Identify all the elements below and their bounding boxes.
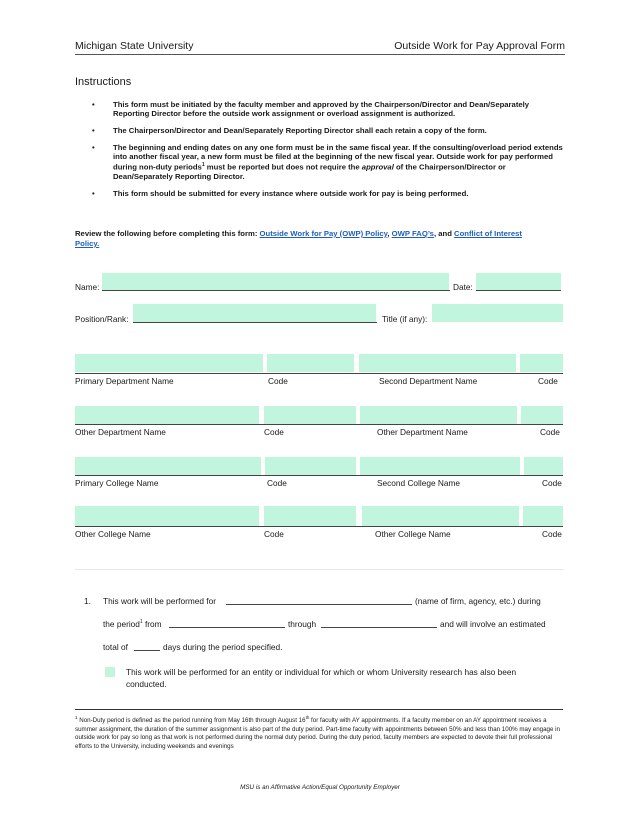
eeo-footer: MSU is an Affirmative Action/Equal Opportunity Employer (240, 784, 400, 791)
period-through-field[interactable] (321, 627, 437, 628)
primary-college-field[interactable] (75, 457, 261, 475)
primary-department-label: Primary Department Name (75, 376, 174, 386)
row-underline (75, 526, 563, 527)
position-field[interactable] (133, 304, 376, 322)
code-label: Code (538, 376, 558, 386)
date-label: Date: (453, 282, 473, 292)
code-label: Code (542, 478, 562, 488)
university-research-checkbox[interactable] (105, 667, 115, 677)
second-college-code-field[interactable] (524, 457, 563, 475)
instruction-bullet: • The beginning and ending dates on any one form must be in the same fiscal year. If the consulting/overload period extends into another fiscal year, a new form must be filed at the beginning of the new fiscal year. Outside work for pay performed during non-duty periods$^1$ must be reported but does not require the approval of the Chairperson/Director or Dean/Separately Reporting Director. (92, 143, 563, 181)
university-name: Michigan State University (75, 40, 194, 52)
owp-faq-link[interactable]: OWP FAQ’s (391, 229, 434, 238)
instructions-title: Instructions (75, 76, 132, 88)
instruction-bullet: • This form should be submitted for every instance where outside work for pay is being performed. (92, 188, 469, 198)
second-department-label: Second Department Name (379, 376, 478, 386)
second-department-field[interactable] (359, 354, 516, 372)
review-policies: Review the following before completing this form: Outside Work for Pay (OWP) Policy, OWP FAQ’s, and Conflict of Interest Policy. (75, 229, 522, 248)
date-field[interactable] (476, 273, 561, 291)
conflict-of-interest-policy-link[interactable]: Policy. (75, 239, 100, 248)
code-label: Code (542, 529, 562, 539)
other-department-field[interactable] (75, 406, 259, 424)
other-college-field[interactable] (75, 506, 259, 526)
other-department-2-field[interactable] (360, 406, 517, 424)
section-divider (75, 569, 563, 570)
conflict-of-interest-link[interactable]: Conflict of Interest (454, 229, 522, 238)
other-college-label: Other College Name (75, 529, 151, 539)
code-label: Code (264, 427, 284, 437)
period-from-field[interactable] (169, 627, 285, 628)
position-label: Position/Rank: (75, 314, 129, 324)
other-department-label: Other Department Name (75, 427, 166, 437)
title-field[interactable] (432, 304, 563, 322)
other-department-code-field[interactable] (264, 406, 356, 424)
row-underline (75, 424, 563, 425)
instructions-list (92, 100, 567, 206)
item1-period-label: the period$^1$ from (103, 619, 162, 629)
code-label: Code (267, 478, 287, 488)
item1-text-a: This work will be performed for (103, 596, 216, 606)
name-underline (102, 290, 450, 291)
other-college-label-2: Other College Name (375, 529, 451, 539)
item1-days-label: days during the period specified. (163, 642, 283, 652)
name-label: Name: (75, 282, 100, 292)
second-department-code-field[interactable] (520, 354, 563, 372)
code-label: Code (540, 427, 560, 437)
other-department-label-2: Other Department Name (377, 427, 468, 437)
item1-through-label: through (288, 619, 317, 629)
date-underline (476, 290, 561, 291)
footnote: $^1$ Non-Duty period is defined as the period running from May 16th through August 16th for faculty with AY appointments. If a faculty member on an AY appointment receives a summer assignment, the duration of the summer assignment is also part of the duty period. Part-time faculty with appointments between 50% and less than 100% may engage in outside work for pay so long as that work is not performed during the normal duty period. During the duty period, faculty members are expected to devote their full professional efforts to the University, including weekends and evenings (75, 715, 560, 750)
code-label: Code (264, 529, 284, 539)
other-college-code-field[interactable] (264, 506, 356, 526)
other-college-2-code-field[interactable] (523, 506, 563, 526)
second-college-label: Second College Name (377, 478, 461, 488)
primary-department-field[interactable] (75, 354, 263, 372)
form-title: Outside Work for Pay Approval Form (394, 40, 565, 52)
code-label: Code (268, 376, 288, 386)
header-divider (75, 54, 565, 55)
title-label: Title (if any): (382, 314, 428, 324)
position-underline (133, 322, 377, 323)
primary-department-code-field[interactable] (267, 354, 354, 372)
primary-college-code-field[interactable] (265, 457, 356, 475)
other-department-2-code-field[interactable] (521, 406, 563, 424)
instruction-bullet: • This form must be initiated by the faculty member and approved by the Chairperson/Director and Dean/Separately Reporting Director before the outside work assignment or overload assignment is authorized. (92, 100, 530, 118)
firm-name-field[interactable] (226, 604, 412, 605)
total-days-field[interactable] (134, 650, 160, 651)
checkbox-label: This work will be performed for an entity or individual for which or whom University research has also been conducted. (126, 667, 517, 689)
row-underline (75, 373, 563, 374)
name-field[interactable] (102, 273, 449, 291)
item1-estimated-label: and will involve an estimated (440, 619, 546, 629)
item1-text-b: (name of firm, agency, etc.) during (415, 596, 541, 606)
owp-policy-link[interactable]: Outside Work for Pay (OWP) Policy (259, 229, 388, 238)
second-college-field[interactable] (360, 457, 520, 475)
item-number: 1. (84, 596, 91, 606)
other-college-2-field[interactable] (362, 506, 519, 526)
instruction-bullet: • The Chairperson/Director and Dean/Separately Reporting Director shall each retain a copy of the form. (92, 126, 487, 135)
footnote-divider (75, 709, 563, 710)
item1-total-label: total of (103, 642, 128, 652)
row-underline (75, 475, 563, 476)
primary-college-label: Primary College Name (75, 478, 159, 488)
